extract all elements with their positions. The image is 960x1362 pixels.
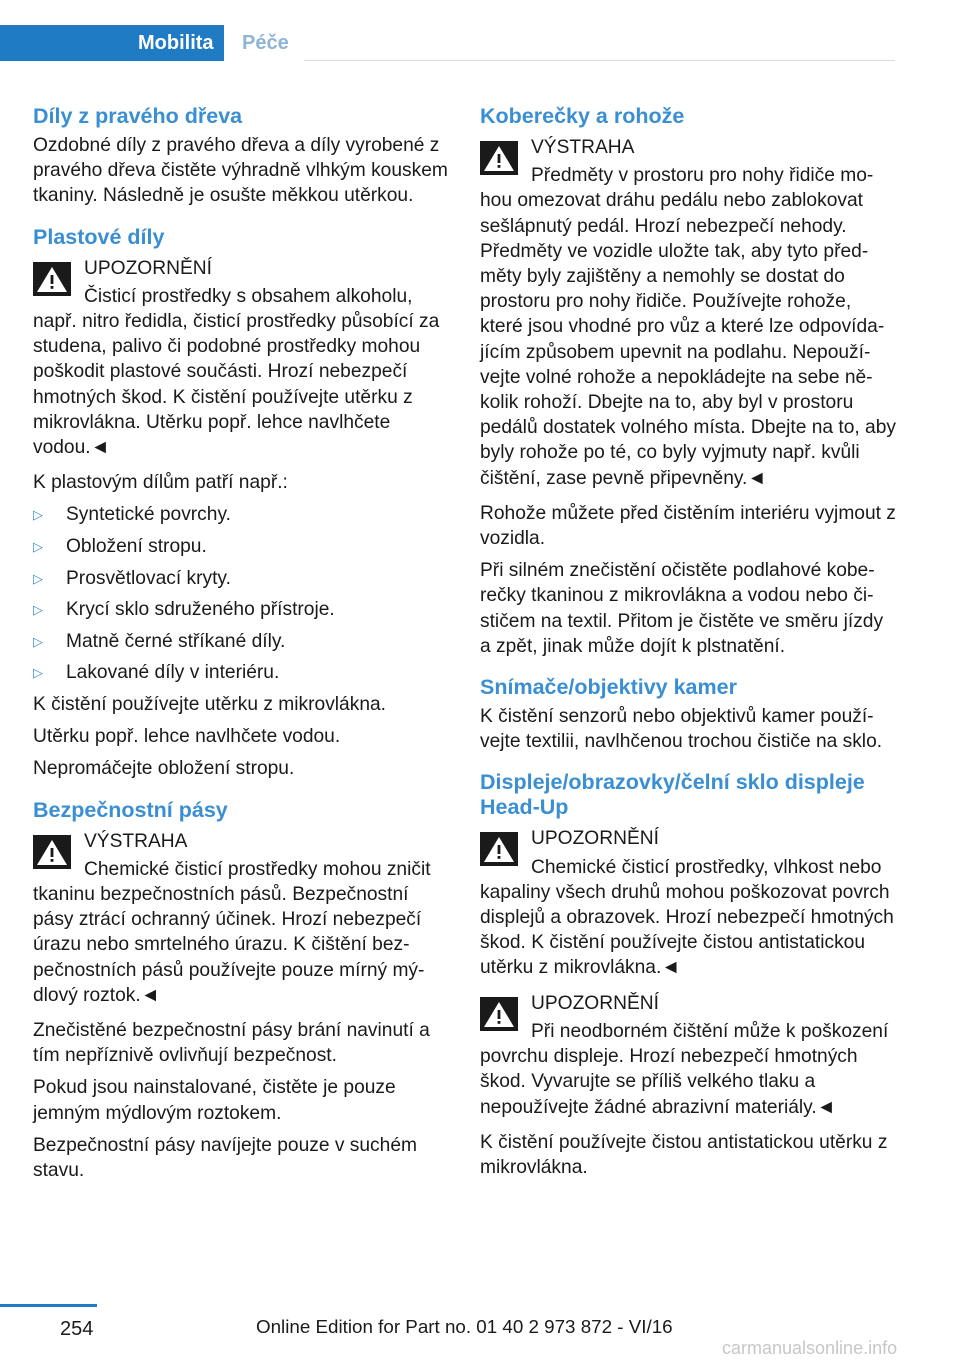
- plastic-text-2: Utěrku popř. lehce navlhčete vodou.: [33, 726, 341, 748]
- warning-label: VÝSTRAHA: [531, 137, 635, 158]
- sensors-text: K čistění senzorů nebo objektivů kamer používejte textilii, navlhčenou trochou čističe na sklo.: [480, 706, 883, 753]
- warning-text: Čisticí prostředky s obsahem alkoholu, např. nitro ředidla, čisticí prostředky působící za studena, palivo či podobné prostředky mohou poškodit plastové součásti. Hrozí nebezpečí hmotných škod. K čistění používejte utěrku z mikrovlákna. Utěrku popř. lehce navlhčete vodou.◄: [33, 285, 440, 459]
- triangle-bullet-icon: ▷: [33, 539, 43, 555]
- displays-warning-1: [480, 826, 896, 980]
- plastic-intro: K plastovým dílům patří např.:: [33, 472, 288, 494]
- list-item: ▷ Obložení stropu.: [33, 534, 448, 559]
- watermark: carmanualsonline.info: [722, 1338, 898, 1358]
- warning-triangle-icon: [33, 262, 71, 296]
- belts-text-1: Znečistěné bezpečnostní pásy brání navinutí a tím nepříznivě ovlivňují bezpečnost.: [33, 1020, 430, 1067]
- mats-text-1: Rohože můžete před čistěním interiéru vyjmout z vozidla.: [480, 502, 896, 550]
- plastic-warning: [33, 256, 448, 461]
- triangle-bullet-icon: ▷: [33, 665, 43, 681]
- mats-text-2: Při silném znečistění očistěte podlahové koberečky tkaninou z mikrovlákna a vodou nebo čističem na textil. Přitom je čistěte ve směru jízdy a zpět, jinak může dojít k plstnatění.: [480, 560, 884, 657]
- displays-warning-2: [480, 991, 896, 1120]
- section-title-belts: Bezpečnostní pásy: [33, 797, 228, 822]
- warning-text: Předměty v prostoru pro nohy řidiče mohou omezovat dráhu pedálu nebo zablokovat sešlápnutý pedál. Hrozí nebezpečí nehody. Předměty ve vozidle uložte tak, aby tyto předměty byly zajištěny a nemohly se dostat do prostoru pro nohy řidiče. Používejte rohože, které jsou vhodné pro vůz a které lze odpovídajícím způsobem upevnit na podlahu. Nepoužívejte volné rohože a nepokládejte na sebe několik rohoží. Dbejte na to, aby byl v prostoru pedálů dostatek volného místa. Dbejte na to, aby byly rohože po té, co byly vyjmuty např. kvůli čištění, zase pevně připevněny.◄: [480, 165, 896, 489]
- warning-triangle-icon: [480, 997, 518, 1031]
- edition-note: Online Edition for Part no. 01 40 2 973 872 - VI/16: [256, 1316, 673, 1337]
- plastic-text-3: Nepromáčejte obložení stropu.: [33, 758, 295, 780]
- tab-mobilita[interactable]: Mobilita: [120, 25, 224, 61]
- warning-label: UPOZORNĚNÍ: [531, 828, 659, 850]
- belts-text-2: Pokud jsou nainstalované, čistěte je pouze jemným mýdlovým roztokem.: [33, 1077, 396, 1124]
- right-column: [480, 100, 896, 1187]
- warning-triangle-icon: [480, 141, 518, 175]
- warning-text: Chemické čisticí prostředky mohou zničit tkaninu bezpečnostních pásů. Bezpečnostní pásy ztrácí ochranný účinek. Hrozí nebezpečí úrazu nebo smrtelného úrazu. K čištění bezpečnostních pásů používejte pouze mírný mýdlový roztok.◄: [33, 858, 431, 1006]
- list-item: ▷ Syntetické povrchy.: [33, 502, 448, 527]
- section-title-sensors: Snímače/objektivy kamer: [480, 675, 737, 700]
- section-title-displays: Displeje/obrazovky/čelní sklo displeje Head-Up: [480, 770, 865, 820]
- page-number: 254: [60, 1318, 94, 1340]
- triangle-bullet-icon: ▷: [33, 602, 43, 618]
- section-title-wood: Díly z pravého dřeva: [33, 104, 243, 128]
- list-item: ▷ Prosvětlovací kryty.: [33, 566, 448, 591]
- belts-warning: [33, 829, 448, 1008]
- wood-text: Ozdobné díly z pravého dřeva a díly vyrobené z pravého dřeva čistěte výhradně vlhkým kouskem tkaniny. Následně je osušte měkkou utěrkou.: [33, 135, 448, 207]
- displays-text: K čistění používejte čistou antistatickou utěrku z mikrovlákna.: [480, 1131, 888, 1178]
- plastic-parts-list: [33, 502, 448, 685]
- belts-text-3: Bezpečnostní pásy navíjejte pouze v suchém stavu.: [33, 1134, 417, 1182]
- mats-warning: [480, 135, 896, 491]
- warning-label: UPOZORNĚNÍ: [84, 257, 212, 279]
- warning-label: UPOZORNĚNÍ: [531, 992, 659, 1014]
- warning-text: Při neodborném čištění může k poškození povrchu displeje. Hrozí nebezpečí hmotných škod. Vyvarujte se příliš velkého tlaku a nepoužívejte žádné abrazivní materiály.◄: [480, 1020, 889, 1118]
- warning-triangle-icon: [33, 835, 71, 869]
- section-title-plastic: Plastové díly: [33, 224, 165, 249]
- list-item: ▷ Lakované díly v interiéru.: [33, 660, 448, 685]
- triangle-bullet-icon: ▷: [33, 507, 43, 523]
- plastic-text-1: K čistění používejte utěrku z mikrovlákna.: [33, 694, 386, 715]
- footer-accent-line: [0, 1304, 97, 1307]
- list-item: ▷ Krycí sklo sdruženého přístroje.: [33, 597, 448, 622]
- chapter-tab-bar: [0, 25, 895, 61]
- warning-text: Chemické čisticí prostředky, vlhkost nebo kapaliny všech druhů mohou poškozovat povrch displejů a obrazovek. Hrozí nebezpečí hmotných škod. K čistění používejte čistou antistatickou utěrku z mikrovlákna.◄: [480, 856, 894, 979]
- warning-triangle-icon: [480, 832, 518, 866]
- tab-pece[interactable]: Péče: [224, 25, 304, 61]
- section-title-mats: Koberečky a rohože: [480, 104, 685, 128]
- warning-label: VÝSTRAHA: [84, 830, 188, 852]
- tab-previous-chapter[interactable]: [0, 25, 120, 61]
- list-item: ▷ Matně černé stříkané díly.: [33, 629, 448, 654]
- triangle-bullet-icon: ▷: [33, 633, 43, 649]
- left-column: [33, 100, 448, 1190]
- triangle-bullet-icon: ▷: [33, 570, 43, 586]
